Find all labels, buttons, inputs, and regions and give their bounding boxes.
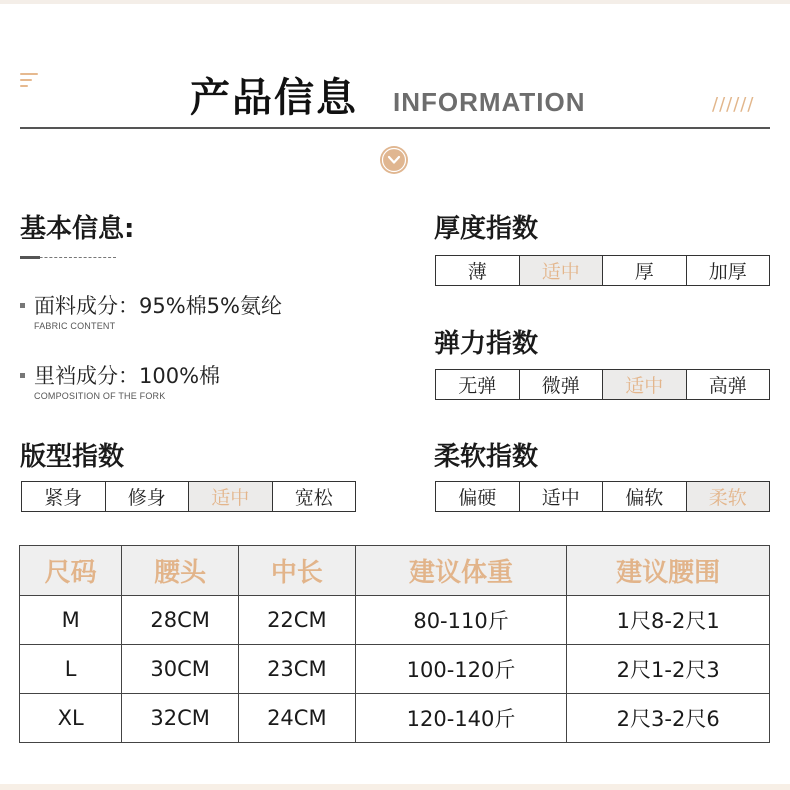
table-header-row — [20, 546, 770, 596]
column-header-size: 尺码 — [20, 546, 122, 596]
column-header-waistline: 建议腰围 — [567, 546, 770, 596]
fabric-content-sub: FABRIC CONTENT — [34, 321, 116, 331]
table-cell: 2尺3-2尺6 — [567, 694, 770, 743]
elasticity-option-selected: 适中 — [602, 370, 686, 399]
menu-icon[interactable] — [20, 73, 40, 89]
thickness-option: 薄 — [467, 261, 487, 283]
table-cell: 1尺8-2尺1 — [567, 596, 770, 645]
bottom-decor-strip — [0, 784, 790, 790]
fit-scale — [21, 481, 356, 512]
column-header-waist: 腰头 — [122, 546, 239, 596]
table-cell: 23CM — [238, 645, 355, 694]
table-cell: M — [20, 596, 122, 645]
table-row — [20, 645, 770, 694]
fit-option: 修身 — [105, 482, 189, 511]
table-cell: 22CM — [238, 596, 355, 645]
column-header-length: 中长 — [238, 546, 355, 596]
table-cell: 32CM — [122, 694, 239, 743]
elasticity-scale — [435, 369, 770, 400]
header-divider — [20, 127, 770, 129]
table-cell: 2尺1-2尺3 — [567, 645, 770, 694]
table-row — [20, 694, 770, 743]
column-header-weight: 建议体重 — [355, 546, 567, 596]
slash-decoration: ////// — [712, 94, 755, 115]
size-table — [19, 545, 770, 743]
table-cell: 120-140斤 — [355, 694, 567, 743]
table-cell: 28CM — [122, 596, 239, 645]
softness-option: 适中 — [519, 482, 603, 511]
thickness-option: 加厚 — [686, 256, 770, 285]
bullet-icon — [20, 303, 25, 308]
table-cell: L — [20, 645, 122, 694]
elasticity-option: 无弹 — [458, 375, 497, 397]
page-subtitle: INFORMATION — [393, 87, 586, 117]
table-cell: 24CM — [238, 694, 355, 743]
table-cell: XL — [20, 694, 122, 743]
fit-option: 紧身 — [44, 487, 83, 509]
table-cell: 80-110斤 — [355, 596, 567, 645]
elasticity-title: 弹力指数 — [434, 329, 539, 359]
table-row — [20, 596, 770, 645]
fit-option: 宽松 — [272, 482, 356, 511]
fork-content-text: 里裆成分：100%棉 — [34, 364, 221, 388]
softness-option: 偏软 — [602, 482, 686, 511]
top-decor-strip — [0, 0, 790, 4]
thickness-option: 厚 — [602, 256, 686, 285]
thickness-title: 厚度指数 — [434, 214, 539, 244]
page-title: 产品信息 — [190, 75, 358, 121]
fabric-content-row — [20, 290, 282, 320]
thickness-scale — [435, 255, 770, 286]
chevron-down-icon[interactable] — [380, 146, 408, 174]
fit-option-selected: 适中 — [188, 482, 272, 511]
basic-info-title: 基本信息: — [20, 214, 135, 244]
bullet-icon — [20, 373, 25, 378]
basic-info-underline — [20, 257, 116, 259]
softness-title: 柔软指数 — [434, 442, 539, 472]
fork-content-row — [20, 360, 220, 390]
elasticity-option: 微弹 — [519, 370, 603, 399]
fabric-content-text: 面料成分：95%棉5%氨纶 — [34, 294, 282, 318]
thickness-option-selected: 适中 — [519, 256, 603, 285]
softness-option-selected: 柔软 — [686, 482, 770, 511]
table-cell: 100-120斤 — [355, 645, 567, 694]
fork-content-sub: COMPOSITION OF THE FORK — [34, 391, 166, 401]
fit-title: 版型指数 — [20, 442, 125, 472]
softness-scale — [435, 481, 770, 512]
elasticity-option: 高弹 — [686, 370, 770, 399]
softness-option: 偏硬 — [458, 487, 497, 509]
table-cell: 30CM — [122, 645, 239, 694]
